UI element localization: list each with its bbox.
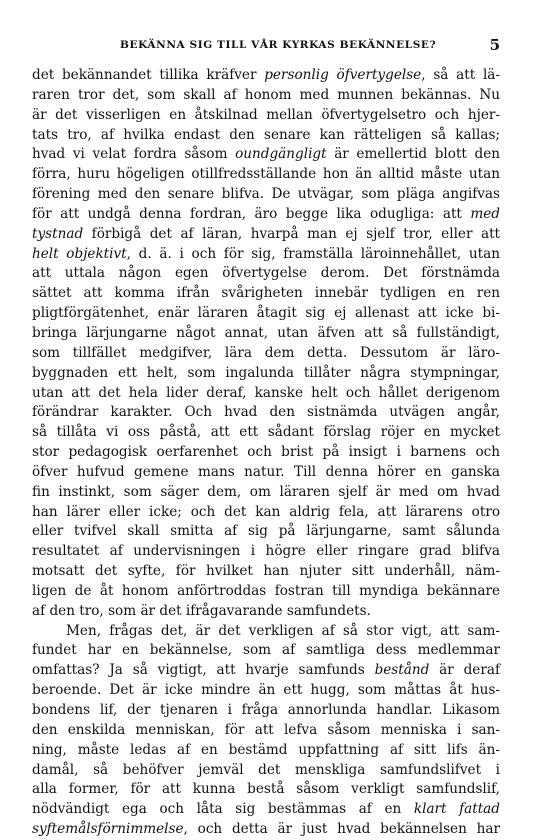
text-line [32,86,500,106]
text-line [32,641,500,661]
text-line [32,284,500,304]
text-segment: förändrar karakter. Och hvad den sistnämda utvägen angår, [32,404,500,421]
text-line [32,423,500,443]
text-segment: stor pedagogisk oerfarenhet och brist på insigt i barnens och [32,444,500,461]
text-segment: förening med den senare blifva. De utvägar, som pläga angifvas [32,186,500,203]
text-segment: tats tro, af hvilka endast den senare kan rätteligen så kallas; [32,126,500,143]
running-title: BEKÄNNA SIG TILL VÅR KYRKAS BEKÄNNELSE? [120,39,437,51]
emphasized-text: personlig öfvertygelse [264,67,422,83]
text-segment: sättet att komma ifrån svårigheten innebär tydligen en ren [32,285,500,302]
text-segment: öfver hufvud gemene mans natur. Till denna hörer en ganska [32,463,500,480]
text-segment: är deraf [429,662,500,679]
text-segment: utan att det hela lider deraf, kanske helt och hållet derigenom [32,384,500,401]
text-segment: , och detta är just hvad bekännelsen har [183,821,500,838]
text-segment: som tillfället medgifver, lära dem detta. Dessutom är läro- [32,344,500,361]
text-segment: är det visserligen en åtskilnad mellan öfvertygelsetro och hjer- [32,106,500,123]
text-line [32,602,500,622]
text-segment: nödvändigt ega och låta sig bestämmas af en [32,801,414,818]
emphasized-text: bestånd [374,662,430,679]
text-segment: han lärer eller icke; och det kan aldrig fela, att lärarens otro [32,503,500,520]
text-segment: så tillåta vi oss påstå, att ett sådant förslag röjer en mycket [32,424,500,441]
text-segment: ligen de åt honom anförtroddas fostran till myndiga bekännare [32,582,500,599]
text-segment: raren tror det, som skall af honom med munnen bekännas. Nu [32,86,500,103]
text-line [32,820,500,840]
text-line [32,245,500,265]
emphasized-text: oundgängligt [235,146,327,163]
text-segment: byggnaden ett helt, som ingalunda tillåter några stympningar, [32,364,500,381]
text-segment: fundet har en bekännelse, som af samtliga dess medlemmar [32,642,500,659]
text-line [32,463,500,483]
text-segment: den enskilda menniskan, för att lefva såsom menniska i san- [32,721,500,738]
emphasized-text: syftemålsförnimmelse [32,821,184,838]
text-segment: motsatt det syfte, för hvilket han njuter sitt underhåll, näm- [32,563,500,580]
text-segment: förra, huru högeligen otillfredsställande hon än alltid måste utan [32,166,500,183]
text-line [32,205,500,225]
text-segment: bringa lärjungarne något annat, utan äfven att så fullständigt, [32,324,500,341]
text-segment: af den tro, som är det ifrågavarande samfundets. [32,602,371,619]
emphasized-text: klart fattad [413,801,500,818]
text-line [32,344,500,364]
text-segment: omfattas? Ja så vigtigt, att hvarje samfunds [32,662,375,679]
text-segment: hvad vi velat fordra såsom [32,146,236,163]
text-line [32,741,500,761]
emphasized-text: tystnad [32,225,84,242]
text-segment: damål, så behöfver jemväl det menskliga samfundslifvet i [32,761,500,778]
text-segment: eller tvifvel skall smitta af sig på lärjungarne, samt sålunda [32,523,500,540]
text-line [32,443,500,463]
text-segment: att uttala någon egen öfvertygelse derom. Det förstnämda [32,265,500,282]
text-line [32,185,500,205]
text-line [32,403,500,423]
text-segment: resultatet af undervisningen i högre eller ringare grad blifva [32,543,500,560]
text-segment: pligtförgätenhet, enär läraren åtagit sig ej allenast att icke bi- [32,305,500,322]
text-segment: ning, måste ledas af en bestämd uppfattning af sitt lifs än- [32,741,500,758]
text-segment: Men, frågas det, är det verkligen af så stor vigt, att sam- [66,622,500,639]
book-page [32,36,500,840]
text-line [32,582,500,602]
text-segment: beroende. Det är icke mindre än ett hugg, som måttas åt hus- [32,682,500,699]
text-line [32,324,500,344]
text-line [32,780,500,800]
emphasized-text: helt objektivt [32,245,127,262]
text-line [32,761,500,781]
text-line [32,264,500,284]
text-line [32,503,500,523]
page-header [32,36,500,60]
page-number: 5 [489,36,500,54]
body-text [32,66,500,840]
text-line [32,126,500,146]
text-line [32,622,500,642]
text-line [32,542,500,562]
text-segment: alla former, för att kunna bestå såsom verkligt samfundslif, [32,781,500,798]
text-line [32,721,500,741]
text-segment: fin instinkt, som säger dem, om läraren sjelf är med om hvad [32,483,500,500]
text-segment: bondens lif, der tjenaren i fråga annorlunda handlar. Likasom [32,702,500,718]
text-line [32,701,500,721]
text-line [32,800,500,820]
text-line [32,304,500,324]
text-line [32,165,500,185]
text-segment: , så att lä- [421,67,500,83]
text-line [32,483,500,503]
text-line [32,661,500,681]
text-segment: för att undgå denna fordran, äro begge lika odugliga: att [32,205,471,222]
text-segment: , d. ä. i och för sig, framställa läroinnehållet, utan [126,245,500,262]
emphasized-text: med [470,205,500,222]
text-segment: det bekännandet tillika kräfver [32,67,265,83]
text-line [32,66,500,86]
text-line [32,106,500,126]
text-line [32,145,500,165]
text-line [32,562,500,582]
text-line [32,522,500,542]
text-segment: förbigå det af läran, hvarpå man ej sjelf tror, eller att [83,225,500,242]
text-line [32,225,500,245]
text-line [32,384,500,404]
text-line [32,681,500,701]
text-line [32,364,500,384]
text-segment: är emellertid blott den [326,146,500,163]
